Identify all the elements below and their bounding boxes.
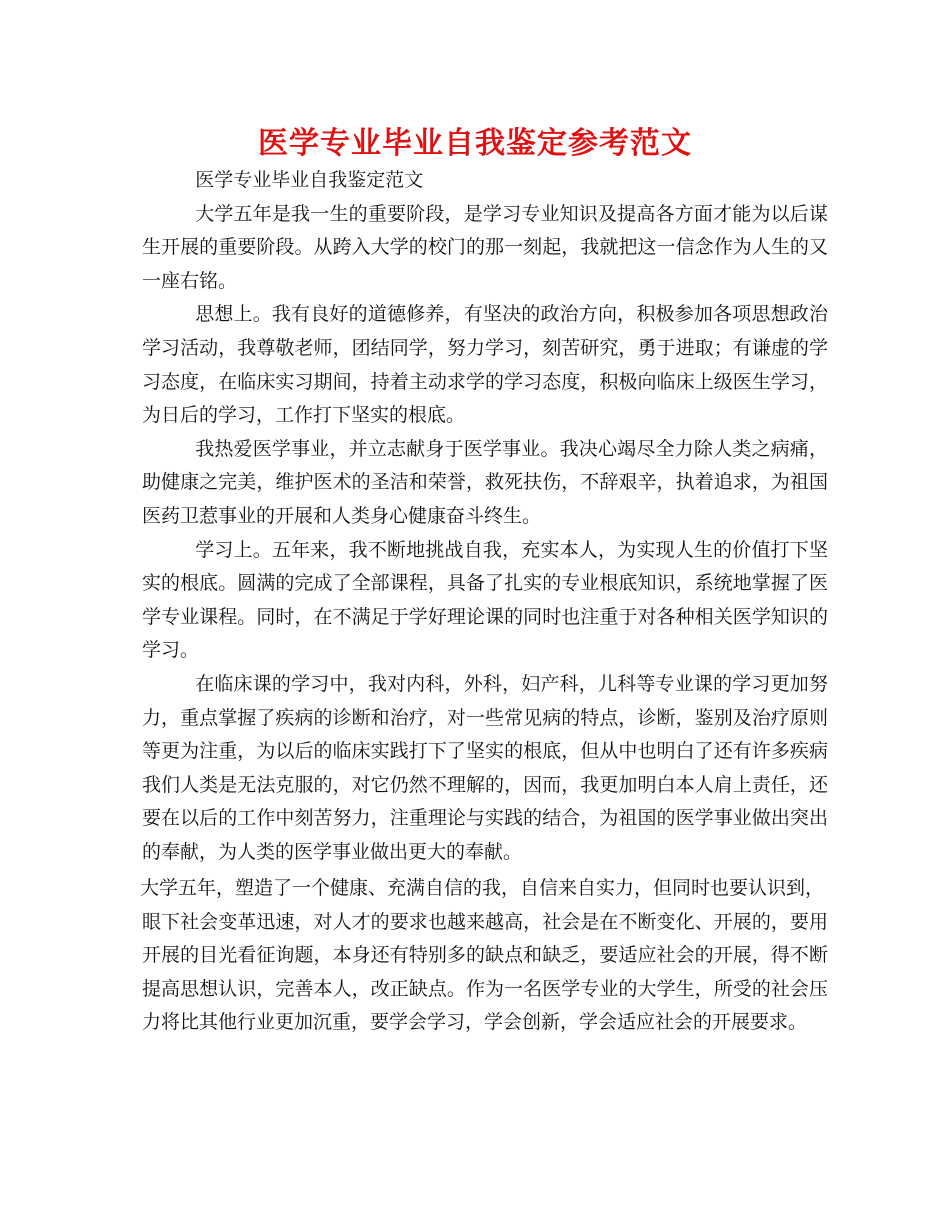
closing-paragraph (142, 872, 828, 1040)
paragraph-study: 学习上。五年来，我不断地挑战自我，充实本人，为实现人生的价值打下坚实的根底。圆满的完成了全部课程，具备了扎实的专业根底知识，系统地掌握了医学专业课程。同时，在不满足于学好理论课的同时也注重于对各种相关医学知识的学习。 (142, 538, 828, 662)
paragraph-intro: 大学五年是我一生的重要阶段，是学习专业知识及提高各方面才能为以后谋生开展的重要阶段。从跨入大学的校门的那一刻起，我就把这一信念作为人生的又一座右铭。 (142, 202, 828, 292)
closing-rest: 眼下社会变革迅速，对人才的要求也越来越高，社会是在不断变化、开展的，要用开展的目光看征询题，本身还有特别多的缺点和缺乏，要适应社会的开展，得不断提高思想认识，完善本人，改正缺点。作为一名医学专业的大学生，所受的社会压力将比其他行业更加沉重，要学会学习，学会创新，学会适应社会的开展要求。 (142, 910, 828, 1034)
document-body (142, 164, 828, 869)
closing-first-line: 大学五年，塑造了一个健康、充满自信的我，自信来自实力，但同时也要认识到， (140, 877, 825, 899)
paragraph-clinical: 在临床课的学习中，我对内科，外科，妇产科，儿科等专业课的学习更加努力，重点掌握了疾病的诊断和治疗，对一些常见病的特点，诊断，鉴别及治疗原则等更为注重，为以后的临床实践打下了坚实的根底，但从中也明白了还有许多疾病我们人类是无法克服的，对它仍然不理解的，因而，我更加明白本人肩上责任，还要在以后的工作中刻苦努力，注重理论与实践的结合，为祖国的医学事业做出突出的奉献，为人类的医学事业做出更大的奉献。 (142, 672, 828, 863)
paragraph-dedication: 我热爱医学事业，并立志献身于医学事业。我决心竭尽全力除人类之病痛，助健康之完美，维护医术的圣洁和荣誉，救死扶伤，不辞艰辛，执着追求，为祖国医药卫惹事业的开展和人类身心健康奋斗终生。 (142, 437, 828, 527)
document-subtitle: 医学专业毕业自我鉴定范文 (195, 169, 424, 191)
document-title: 医学专业毕业自我鉴定参考范文 (258, 126, 692, 161)
paragraph-thought: 思想上。我有良好的道德修养，有坚决的政治方向，积极参加各项思想政治学习活动，我尊敬老师，团结同学，努力学习，刻苦研究，勇于进取；有谦虚的学习态度，在临床实习期间，持着主动求学的学习态度，积极向临床上级医生学习，为日后的学习，工作打下坚实的根底。 (142, 303, 828, 427)
